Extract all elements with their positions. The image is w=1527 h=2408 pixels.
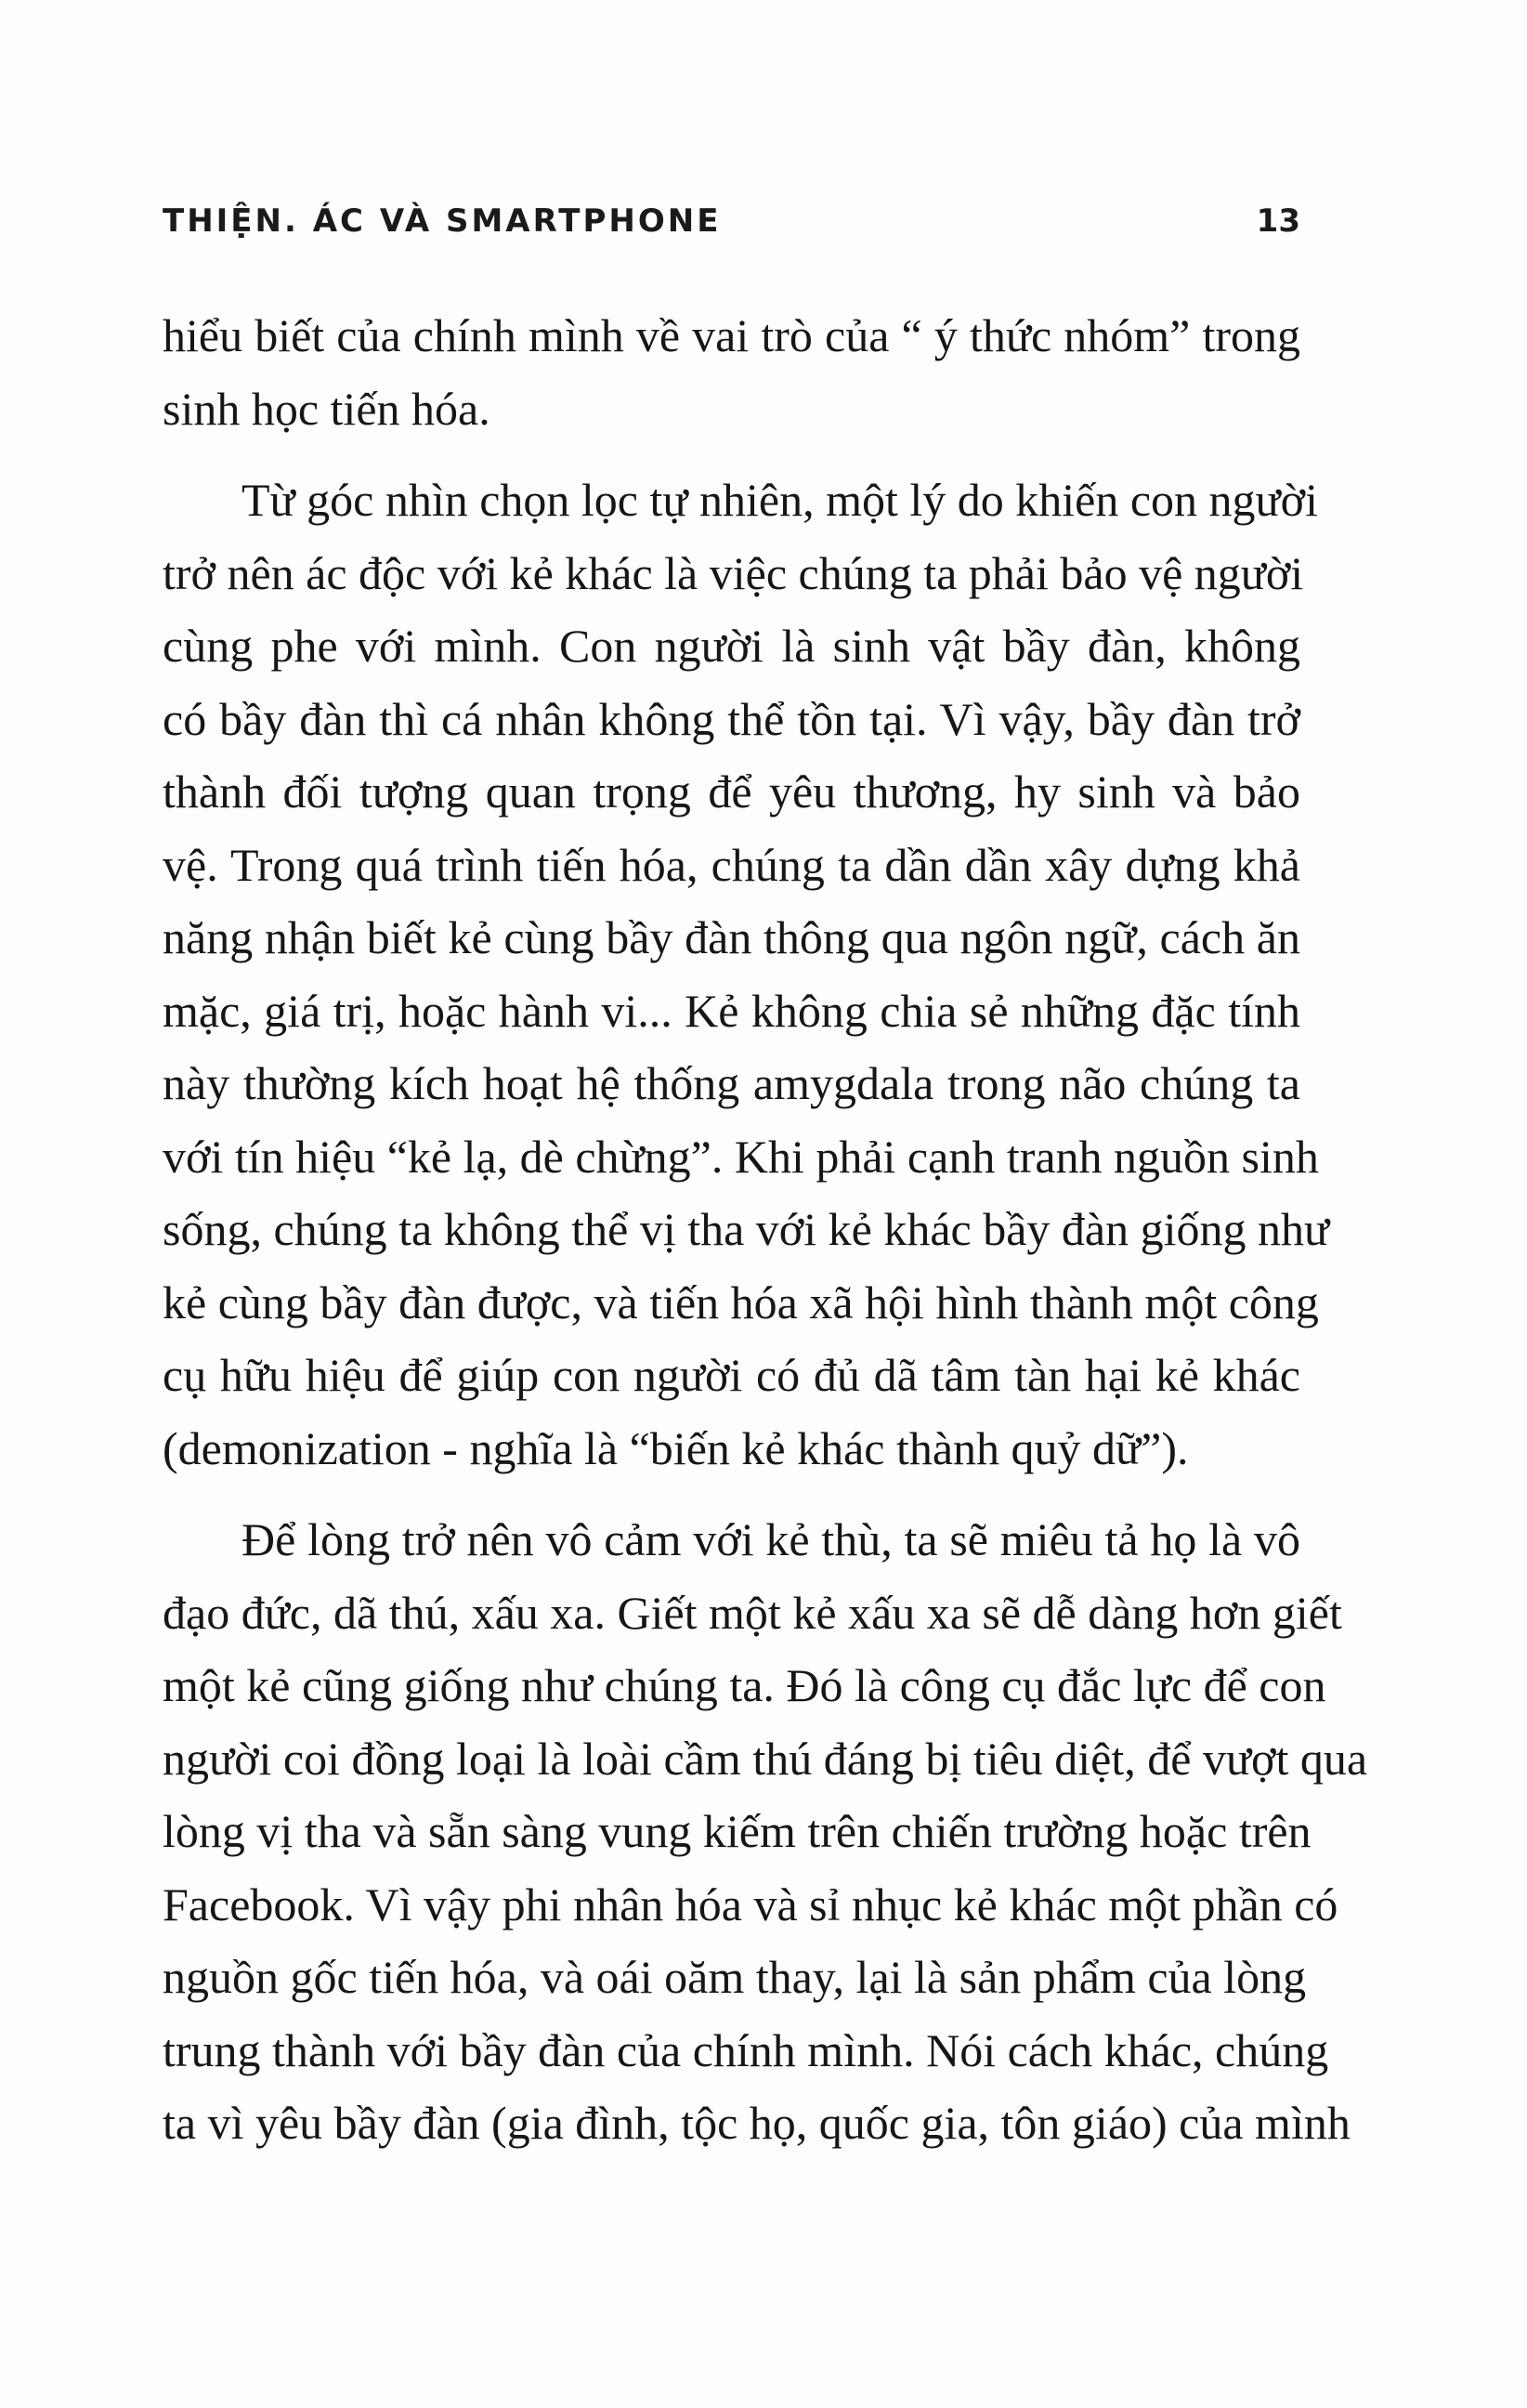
text-line: Để lòng trở nên vô cảm với kẻ thù, ta sẽ miêu tả họ là vô [241,1513,1300,1565]
body-text [163,299,1368,2160]
text-line: sinh học tiến hóa. [163,382,490,435]
text-line: đạo đức, dã thú, xấu xa. Giết một kẻ xấu xa sẽ dễ dàng hơn giết [163,1586,1342,1639]
paragraph [163,1503,1368,2160]
text-line: có bầy đàn thì cá nhân không thể tồn tại. Vì vậy, bầy đàn trở [163,692,1300,745]
text-line: cụ hữu hiệu để giúp con người có đủ dã tâm tàn hại kẻ khác [163,1349,1300,1401]
text-line: Từ góc nhìn chọn lọc tự nhiên, một lý do khiến con người [241,474,1318,526]
text-line: cùng phe với mình. Con người là sinh vật bầy đàn, không [163,620,1300,672]
text-line: trung thành với bầy đàn của chính mình. Nói cách khác, chúng [163,2023,1329,2076]
text-line: ta vì yêu bầy đàn (gia đình, tộc họ, quốc gia, tôn giáo) của mình [163,2097,1351,2149]
running-title: THIỆN. ÁC VÀ SMARTPHONE [163,203,722,240]
page-number: 13 [1256,203,1300,240]
text-line: người coi đồng loại là loài cầm thú đáng bị tiêu diệt, để vượt qua [163,1732,1368,1785]
paragraph [163,299,1300,445]
paragraph [163,464,1330,1485]
text-line: sống, chúng ta không thể vị tha với kẻ khác bầy đàn giống như [163,1203,1330,1255]
text-line: vệ. Trong quá trình tiến hóa, chúng ta dần dần xây dựng khả [163,838,1300,891]
text-line: kẻ cùng bầy đàn được, và tiến hóa xã hội hình thành một công [163,1276,1319,1328]
text-line: lòng vị tha và sẵn sàng vung kiếm trên chiến trường hoặc trên [163,1805,1312,1857]
text-line: Facebook. Vì vậy phi nhân hóa và sỉ nhục kẻ khác một phần có [163,1878,1338,1930]
text-line: năng nhận biết kẻ cùng bầy đàn thông qua ngôn ngữ, cách ăn [163,911,1300,963]
text-line: với tín hiệu “kẻ lạ, dè chừng”. Khi phải cạnh tranh nguồn sinh [163,1130,1319,1183]
text-line: thành đối tượng quan trọng để yêu thương, hy sinh và bảo [163,766,1300,818]
text-line: này thường kích hoạt hệ thống amygdala trong não chúng ta [163,1057,1300,1109]
text-line: mặc, giá trị, hoặc hành vi... Kẻ không chia sẻ những đặc tính [163,984,1300,1037]
text-line: hiểu biết của chính mình về vai trò của “ ý thức nhóm” trong [163,309,1300,361]
text-line: một kẻ cũng giống như chúng ta. Đó là công cụ đắc lực để con [163,1659,1326,1711]
text-line: trở nên ác độc với kẻ khác là việc chúng ta phải bảo vệ người [163,546,1304,599]
text-line: nguồn gốc tiến hóa, và oái oăm thay, lại là sản phẩm của lòng [163,1951,1307,2003]
running-header [163,203,1300,249]
text-line: (demonization - nghĩa là “biến kẻ khác thành quỷ dữ”). [163,1421,1189,1474]
